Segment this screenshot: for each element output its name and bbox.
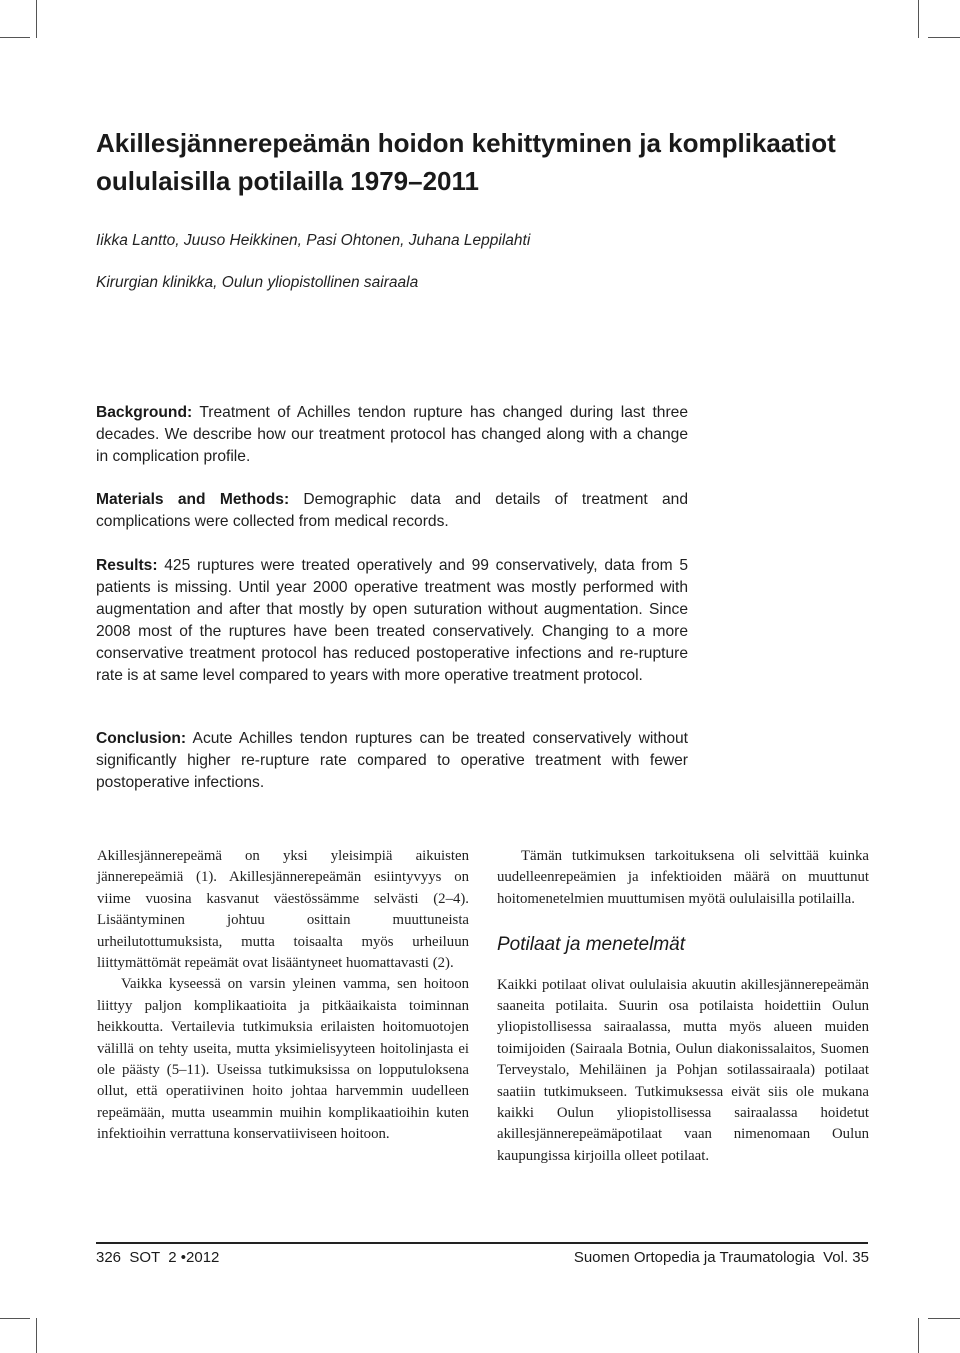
abstract-methods-label: Materials and Methods:: [96, 491, 290, 508]
crop-mark-top-right-v: [918, 0, 919, 38]
abstract-conclusion: [96, 728, 688, 794]
crop-mark-bottom-left-h: [0, 1318, 30, 1319]
abstract-conclusion-text: Acute Achilles tendon ruptures can be treated conservatively without significantly higher re-rupture rate compared to operative treatment with fewer postoperative infections.: [96, 730, 688, 791]
abstract-background-label: Background:: [96, 404, 193, 421]
crop-mark-top-left-h: [0, 37, 30, 38]
abstract-background: [96, 402, 688, 468]
footer-divider: [96, 1242, 868, 1244]
abstract-results: [96, 555, 688, 687]
section-heading-methods: Potilaat ja menetelmät: [497, 934, 685, 956]
body-paragraph: Akillesjännerepeämä on yksi yleisimpiä aikuisten jännerepeämiä (1). Akillesjännerepeämän esiintyvyys on viime vuosina kasvanut väestössämme selvästi (2–4). Lisääntyminen johtuu osittain muuttuneista urheilutottumuksista, mutta toisaalta myös urheiluun liittymättömät repeämät ovat lisääntyneet huomattavasti (2).: [97, 848, 469, 972]
crop-mark-top-left-v: [36, 0, 37, 38]
footer-journal-name: Suomen Ortopedia ja Traumatologia Vol. 35: [573, 1249, 869, 1266]
abstract-results-text: 425 ruptures were treated operatively and 99 conservatively, data from 5 patients is missing. Until year 2000 operative treatment was mostly performed with augmentation and after that mostly by open suturation without augmentation. Since 2008 most of the ruptures have been treated conservatively. Changing to a more conservative treatment protocol has reduced postoperative infections and re-rupture rate is at same level compared to years with more operative treatment protocol.: [96, 557, 688, 684]
body-paragraph: Tämän tutkimuksen tarkoituksena oli selvittää kuinka uudelleenrepeämien ja infektioiden määrä on muuttunut hoitomenetelmien muuttumisen myötä oululaisilla potilailla.: [497, 848, 869, 907]
abstract-conclusion-label: Conclusion:: [96, 730, 187, 747]
article-title: Akillesjännerepeämän hoidon kehittyminen ja komplikaatiot oululaisilla potilailla 1979–2011: [96, 128, 836, 196]
body-paragraph: Vaikka kyseessä on varsin yleinen vamma, sen hoitoon liittyy paljon komplikaatioita ja pitkäaikaista toiminnan heikkoutta. Vertailevia tutkimuksia erilaisten hoitomuotojen välillä on tehty useita, mutta yksimielisyyteen hoitolinjasta ei ole päästy (5–11). Useissa tutkimuksissa on lopputuloksena ollut, että operatiivinen hoito johtaa harvemmin uudelleen repeämään, mutta useammin muihin komplikaatioihin kuten infektioihin verrattuna konservatiiviseen hoitoon.: [97, 976, 469, 1143]
footer-page-info: 326 SOT 2 •2012: [96, 1249, 220, 1266]
crop-mark-bottom-left-v: [36, 1318, 37, 1353]
crop-mark-top-right-h: [928, 37, 960, 38]
crop-mark-bottom-right-h: [928, 1318, 960, 1319]
author-list: Iikka Lantto, Juuso Heikkinen, Pasi Ohtonen, Juhana Leppilahti: [96, 232, 531, 249]
abstract-results-label: Results:: [96, 557, 158, 574]
abstract-background-text: Treatment of Achilles tendon rupture has changed during last three decades. We describe how our treatment protocol has changed along with a change in complication profile.: [96, 404, 688, 465]
body-column-right: [497, 846, 869, 1167]
body-paragraph: Kaikki potilaat olivat oululaisia akuutin akillesjännerepeämän saaneita potilaita. Suurin osa potilaista hoidettiin Oulun yliopistollisessa sairaalassa, mutta myös alueen muiden toimijoiden (Sairaala Botnia, Oulun diakonissalaitos, Suomen Terveystalo, Mehiläinen ja Pohjan sotilassairaala) potilaat saatiin tutkimukseen. Tutkimuksessa eivät siis ole mukana kaikki Oulun yliopistollisessa sairaalassa hoidetut akillesjännerepeämäpotilaat vaan nimenomaan Oulun kaupungissa kirjoilla olleet potilaat.: [497, 976, 869, 1164]
body-column-left: [97, 846, 469, 1146]
crop-mark-bottom-right-v: [918, 1318, 919, 1353]
abstract-methods-text: Demographic data and details of treatment and complications were collected from medical records.: [96, 491, 688, 530]
abstract-methods: [96, 489, 688, 533]
affiliation: Kirurgian klinikka, Oulun yliopistollinen sairaala: [96, 274, 419, 291]
